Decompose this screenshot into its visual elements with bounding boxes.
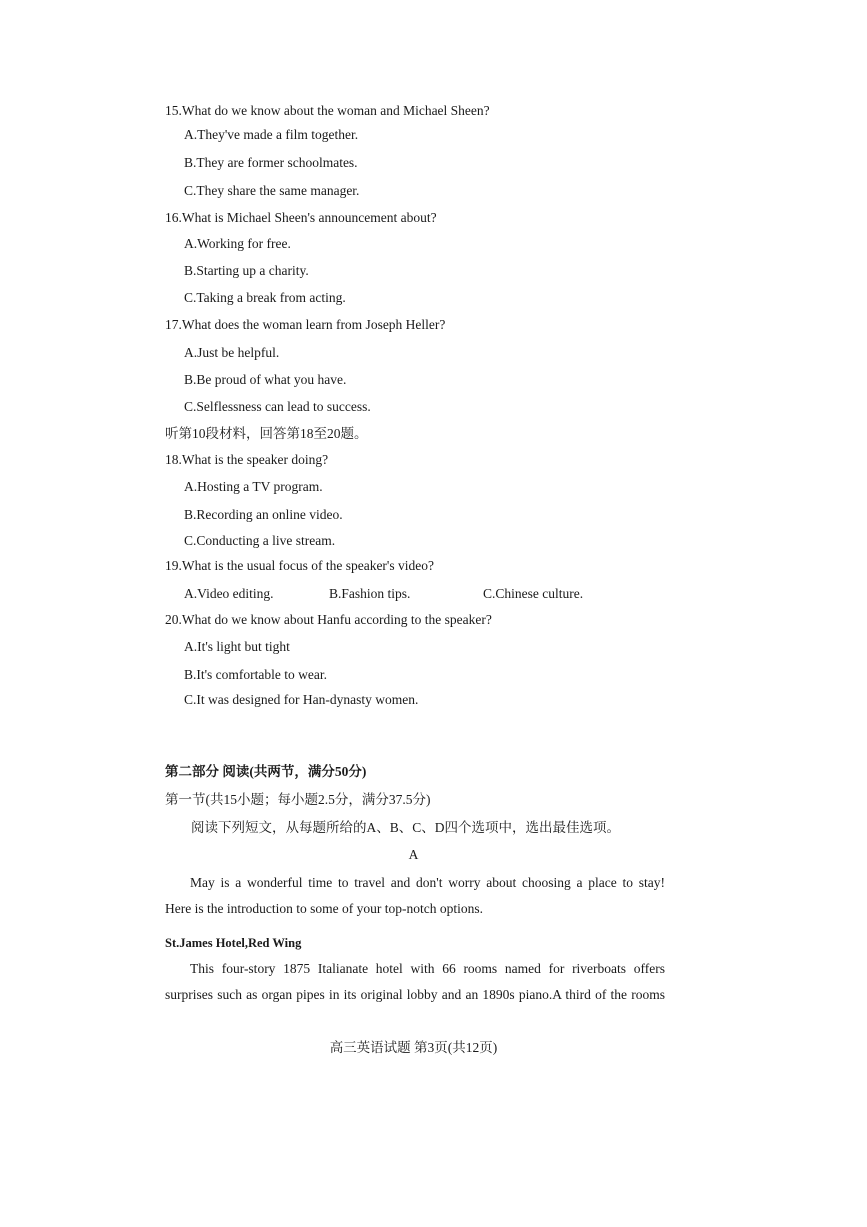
question-18-stem: 18.What is the speaker doing? <box>165 452 329 467</box>
question-16-stem: 16.What is Michael Sheen's announcement about? <box>165 210 437 225</box>
question-18-option-b: B.Recording an online video. <box>184 507 343 522</box>
question-19-stem: 19.What is the usual focus of the speaker's video? <box>165 558 434 573</box>
question-20-option-a: A.It's light but tight <box>184 639 290 654</box>
hotel-title: St.James Hotel,Red Wing <box>165 936 302 950</box>
intro-line-2: Here is the introduction to some of your top-notch options. <box>165 901 483 916</box>
section1-heading: 第一节(共15小题；每小题2.5分，满分37.5分) <box>165 792 431 807</box>
intro-line-1: May is a wonderful time to travel and don't worry about choosing a place to stay! <box>190 875 665 890</box>
question-15-option-b: B.They are former schoolmates. <box>184 155 358 170</box>
reading-instruction: 阅读下列短文，从每题所给的A、B、C、D四个选项中，选出最佳选项。 <box>191 820 621 835</box>
question-17-option-c: C.Selflessness can lead to success. <box>184 399 371 414</box>
question-16-option-a: A.Working for free. <box>184 236 291 251</box>
question-19-option-c: C.Chinese culture. <box>483 586 584 601</box>
question-18-option-c: C.Conducting a live stream. <box>184 533 336 548</box>
passage-label: A <box>408 847 419 862</box>
question-19-option-b: B.Fashion tips. <box>329 586 411 601</box>
question-17-option-a: A.Just be helpful. <box>184 345 280 360</box>
page-footer: 高三英语试题 第3页(共12页) <box>329 1040 498 1055</box>
question-20-stem: 20.What do we know about Hanfu according to the speaker? <box>165 612 492 627</box>
question-17-stem: 17.What does the woman learn from Joseph Heller? <box>165 317 446 332</box>
question-15-stem: 15.What do we know about the woman and Michael Sheen? <box>165 103 490 118</box>
hotel-paragraph <box>165 956 665 1008</box>
question-15-option-a: A.They've made a film together. <box>184 127 359 142</box>
hotel-line-2: surprises such as organ pipes in its original lobby and an 1890s piano.A third of the rooms <box>165 987 665 1002</box>
question-19-option-a: A.Video editing. <box>184 586 274 601</box>
hotel-line-1: This four-story 1875 Italianate hotel with 66 rooms named for riverboats offers <box>190 961 665 976</box>
question-17-option-b: B.Be proud of what you have. <box>184 372 347 387</box>
passage-intro <box>165 870 665 922</box>
question-15-option-c: C.They share the same manager. <box>184 183 360 198</box>
question-18-option-a: A.Hosting a TV program. <box>184 479 323 494</box>
question-16-option-c: C.Taking a break from acting. <box>184 290 346 305</box>
question-16-option-b: B.Starting up a charity. <box>184 263 309 278</box>
question-20-option-b: B.It's comfortable to wear. <box>184 667 328 682</box>
question-20-option-c: C.It was designed for Han-dynasty women. <box>184 692 419 707</box>
part2-title: 第二部分 阅读(共两节，满分50分) <box>165 764 367 779</box>
listening-instruction: 听第10段材料，回答第18至20题。 <box>165 426 368 441</box>
